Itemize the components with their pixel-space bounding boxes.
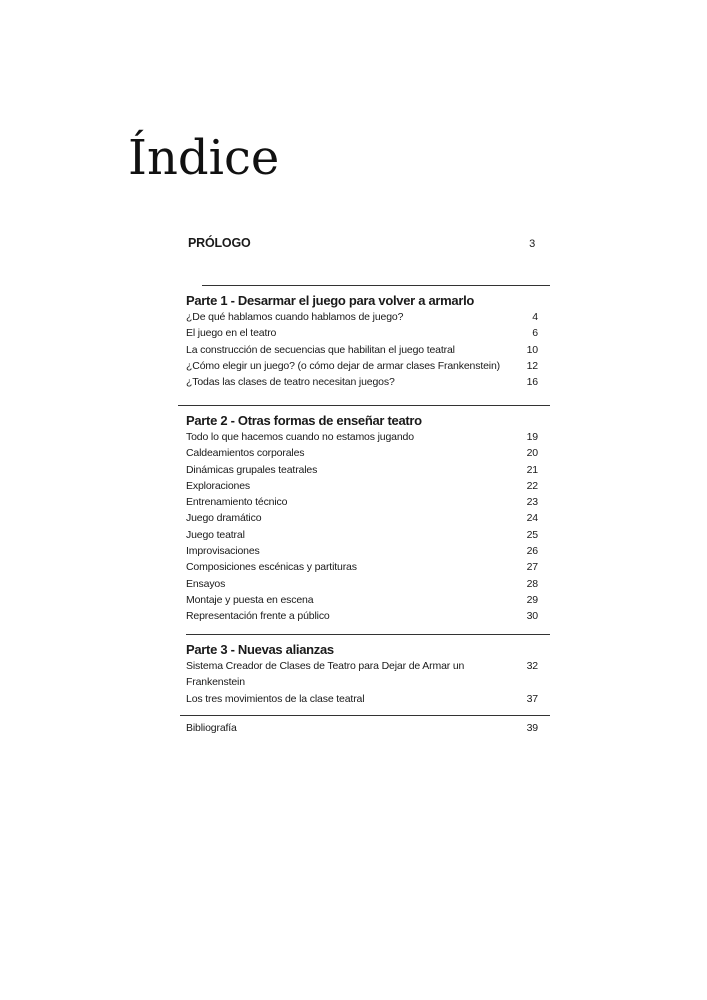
toc-entry-label: Dinámicas grupales teatrales (186, 463, 318, 476)
toc-entry[interactable] (186, 543, 538, 559)
section-divider (178, 405, 550, 406)
toc-entry-label: PRÓLOGO (188, 236, 251, 250)
toc-entry[interactable] (186, 494, 538, 510)
toc-part-3 (186, 642, 538, 707)
section-divider (186, 634, 550, 635)
toc-entry-page: 29 (526, 593, 538, 606)
toc-entry-label: Caldeamientos corporales (186, 447, 305, 460)
toc-entry-page: 37 (526, 692, 538, 705)
toc-entry-label: Juego dramático (186, 512, 262, 525)
toc-entry[interactable] (186, 358, 538, 374)
toc-entry-label: Representación frente a público (186, 610, 330, 623)
toc-entry[interactable] (186, 462, 538, 478)
toc-entry[interactable] (186, 559, 538, 575)
toc-entry[interactable] (186, 445, 538, 461)
toc-entry-page: 16 (526, 376, 538, 389)
page-title: Índice (128, 130, 280, 186)
section-divider (202, 285, 550, 286)
toc-entry-page: 32 (526, 660, 538, 672)
toc-entry-page: 10 (526, 343, 538, 356)
toc-entry-label: Montaje y puesta en escena (186, 593, 314, 606)
toc-entry[interactable] (186, 429, 538, 445)
toc-entry-label: Entrenamiento técnico (186, 496, 288, 509)
part-title: Parte 3 - Nuevas alianzas (186, 642, 334, 657)
toc-entry-label: La construcción de secuencias que habilitan el juego teatral (186, 343, 455, 356)
toc-entry-page: 28 (526, 577, 538, 590)
toc-entry-page: 12 (526, 359, 538, 372)
section-divider (180, 715, 550, 716)
toc-entry-page: 4 (532, 311, 538, 323)
toc-entry-page: 3 (529, 238, 535, 250)
toc-entry-page: 6 (532, 327, 538, 340)
toc-entry-label: Bibliografía (186, 722, 237, 734)
toc-entry-page: 24 (526, 512, 538, 525)
part-title: Parte 1 - Desarmar el juego para volver a armarlo (186, 293, 475, 308)
toc-entry[interactable] (186, 325, 538, 341)
toc-entry-label: Sistema Creador de Clases de Teatro para Dejar de Armar un Frankenstein (186, 660, 465, 689)
toc-entry-label: El juego en el teatro (186, 327, 277, 340)
part-title: Parte 2 - Otras formas de enseñar teatro (186, 413, 422, 428)
toc-entry-prologo[interactable] (188, 236, 538, 250)
toc-entry-label: Ensayos (186, 577, 226, 590)
toc-entry[interactable] (186, 309, 538, 325)
toc-part-1 (186, 293, 538, 390)
toc-entry-label: Los tres movimientos de la clase teatral (186, 692, 365, 705)
toc-entry-page: 21 (526, 463, 538, 476)
toc-entry[interactable] (186, 510, 538, 526)
toc-entry-label: Todo lo que hacemos cuando no estamos jugando (186, 431, 414, 443)
toc-entry[interactable] (186, 691, 538, 707)
toc-entry-label: Exploraciones (186, 479, 251, 492)
toc-entry-label: ¿De qué hablamos cuando hablamos de juego? (186, 311, 404, 323)
toc-entry[interactable] (186, 658, 538, 691)
toc-entry-page: 23 (526, 496, 538, 509)
toc-entry[interactable] (186, 478, 538, 494)
toc-prologo (186, 236, 538, 250)
toc-entry-page: 26 (526, 545, 538, 558)
toc-entry[interactable] (186, 342, 538, 358)
toc-entry-page: 25 (526, 528, 538, 541)
toc-entry-page: 27 (526, 561, 538, 574)
toc-entry-label: Improvisaciones (186, 545, 260, 558)
toc-entry-page: 30 (526, 610, 538, 623)
toc-entry[interactable] (186, 608, 538, 624)
toc-entry-page: 19 (526, 431, 538, 443)
toc-entry[interactable] (186, 527, 538, 543)
toc-entry[interactable] (186, 592, 538, 608)
toc-bibliografia (186, 720, 538, 736)
toc-entry-page: 39 (526, 722, 538, 734)
toc-entry-label: Composiciones escénicas y partituras (186, 561, 357, 574)
toc-entry-label: ¿Todas las clases de teatro necesitan juegos? (186, 376, 395, 389)
toc-entry-label: ¿Cómo elegir un juego? (o cómo dejar de armar clases Frankenstein) (186, 359, 501, 372)
toc-entry-bibliografia[interactable] (186, 720, 538, 736)
toc-entry[interactable] (186, 576, 538, 592)
toc-entry-label: Juego teatral (186, 528, 245, 541)
toc-entry-page: 22 (526, 479, 538, 492)
toc-part-2 (186, 413, 538, 625)
toc-entry-page: 20 (526, 447, 538, 460)
toc-entry[interactable] (186, 374, 538, 390)
